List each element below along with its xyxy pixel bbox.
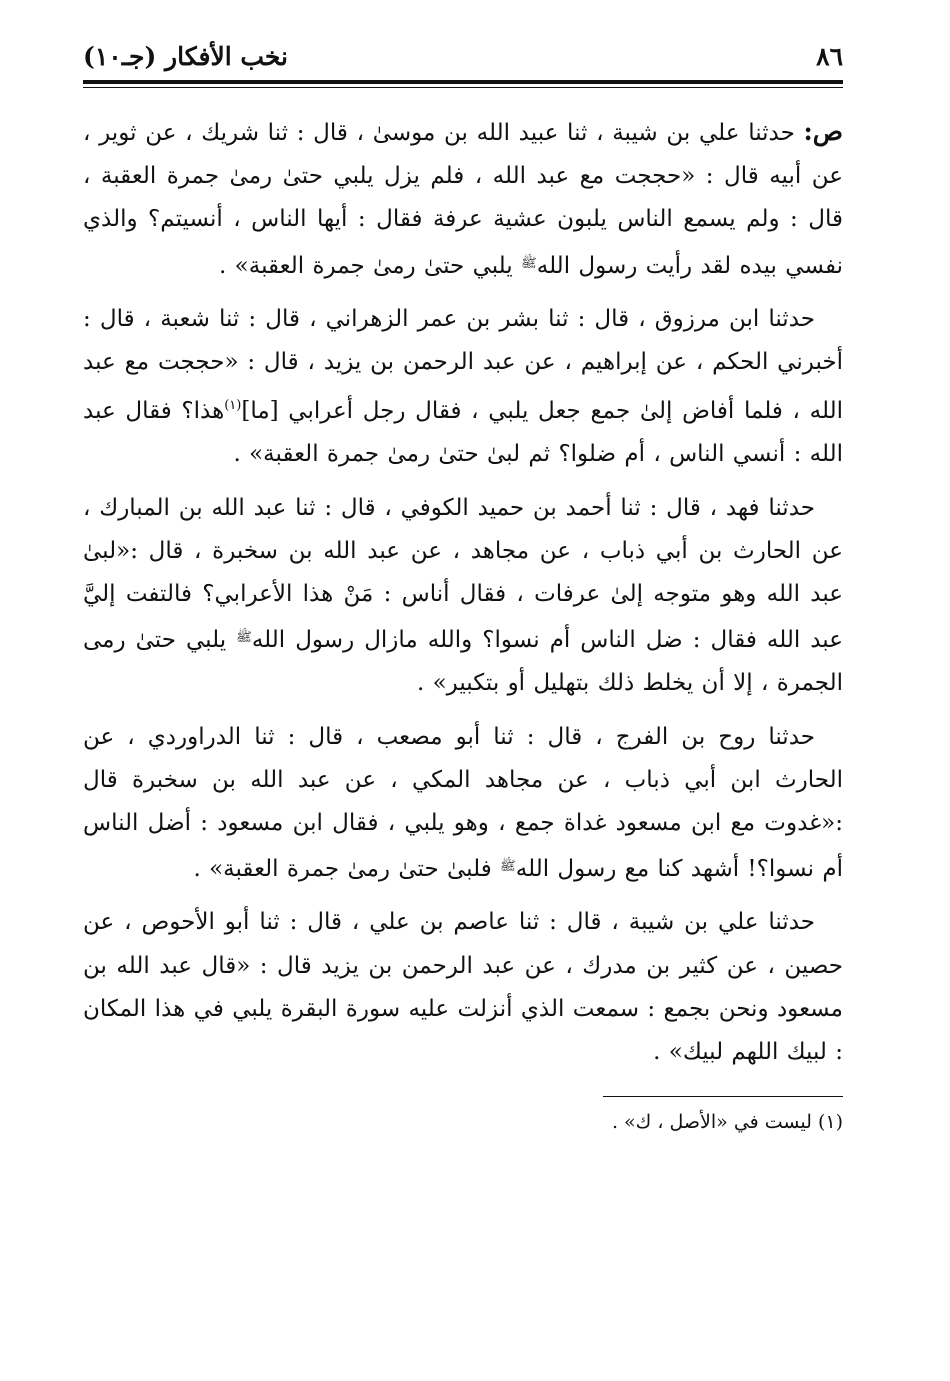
page-number: ٨٦: [816, 42, 843, 71]
hadith-paragraph-1: [83, 110, 843, 288]
paragraph-text: حدثنا علي بن شيبة ، ثنا عبيد الله بن موسىٰ ، قال : ثنا شريك ، عن ثوير ، عن أبيه قال : «حججت مع عبد الله ، فلم يزل يلبي حتىٰ رمىٰ جمرة العقبة ، قال : ولم يسمع الناس يلبون عشية عرفة فقال : أيها الناس ، أنسيتم؟ والذي نفسي بيده لقد رأيت رسول الله: [83, 120, 843, 279]
paragraph-text: حدثنا ابن مرزوق ، قال : ثنا بشر بن عمر الزهراني ، قال : ثنا شعبة ، قال : أخبرني الحكم ، عن إبراهيم ، عن عبد الرحمن بن يزيد ، قال : «حججت مع عبد الله ، فلما أفاض إلىٰ جمع جعل يلبي ، فقال رجل أعرابي [ما]: [83, 305, 843, 425]
honorific-glyph: ﷺ: [236, 630, 252, 646]
footnote: (١) ليست في «الأصل ، ك» .: [611, 1111, 843, 1134]
running-header: [83, 40, 843, 74]
footnote-separator: [603, 1096, 843, 1097]
hadith-paragraph-3: [83, 487, 843, 706]
hadith-paragraph-5: [83, 901, 843, 1074]
hadith-paragraph-4: [83, 716, 843, 892]
paragraph-text: حدثنا فهد ، قال : ثنا أحمد بن حميد الكوفي ، قال : ثنا عبد الله بن المبارك ، عن الحارث بن أبي ذباب ، عن مجاهد ، عن عبد الله بن سخبرة ، قال :«لبىٰ عبد الله وهو متوجه إلىٰ عرفات ، فقال أناس : مَنْ هذا الأعرابي؟ فالتفت إليَّ عبد الله فقال : ضل الناس أم نسوا؟ والله مازال رسول الله: [83, 494, 843, 654]
paragraph-text-cont: يلبي حتىٰ رمى الجمرة ، إلا أن يخلط ذلك بتهليل أو بتكبير» .: [83, 627, 843, 697]
running-title: نخب الأفكار (جـ١٠): [83, 42, 289, 71]
footnote-reference: (١): [224, 398, 242, 414]
hadith-paragraph-2: [83, 298, 843, 477]
book-page: [83, 40, 843, 1137]
paragraph-text-cont: فلبىٰ حتىٰ رمىٰ جمرة العقبة» .: [193, 856, 501, 883]
sigla-marker: ص:: [803, 117, 843, 146]
paragraph-text-cont: هذا؟ فقال عبد الله : أنسي الناس ، أم ضلوا؟ ثم لبىٰ حتىٰ رمىٰ جمرة العقبة» .: [83, 398, 843, 468]
honorific-glyph: ﷺ: [521, 255, 537, 271]
page-body: [83, 110, 843, 1074]
paragraph-text: حدثنا روح بن الفرج ، قال : ثنا أبو مصعب ، قال : ثنا الدراوردي ، عن الحارث ابن أبي ذباب ، عن مجاهد المكي ، عن عبد الله بن سخبرة قال :«غدوت مع ابن مسعود غداة جمع ، وهو يلبي ، فقال ابن مسعود : أضل الناس أم نسوا؟! أشهد كنا مع رسول الله: [83, 723, 843, 883]
paragraph-text-cont: يلبي حتىٰ رمىٰ جمرة العقبة» .: [219, 252, 522, 279]
header-rule-thick: [83, 80, 843, 84]
honorific-glyph: ﷺ: [500, 859, 516, 875]
paragraph-text: حدثنا علي بن شيبة ، قال : ثنا عاصم بن علي ، قال : ثنا أبو الأحوص ، عن حصين ، عن كثير بن مدرك ، عن عبد الرحمن بن يزيد قال : «قال عبد الله بن مسعود ونحن بجمع : سمعت الذي أنزلت عليه سورة البقرة يلبي في هذا المكان : لبيك اللهم لبيك» .: [83, 909, 843, 1066]
header-rule-thin: [83, 87, 843, 88]
